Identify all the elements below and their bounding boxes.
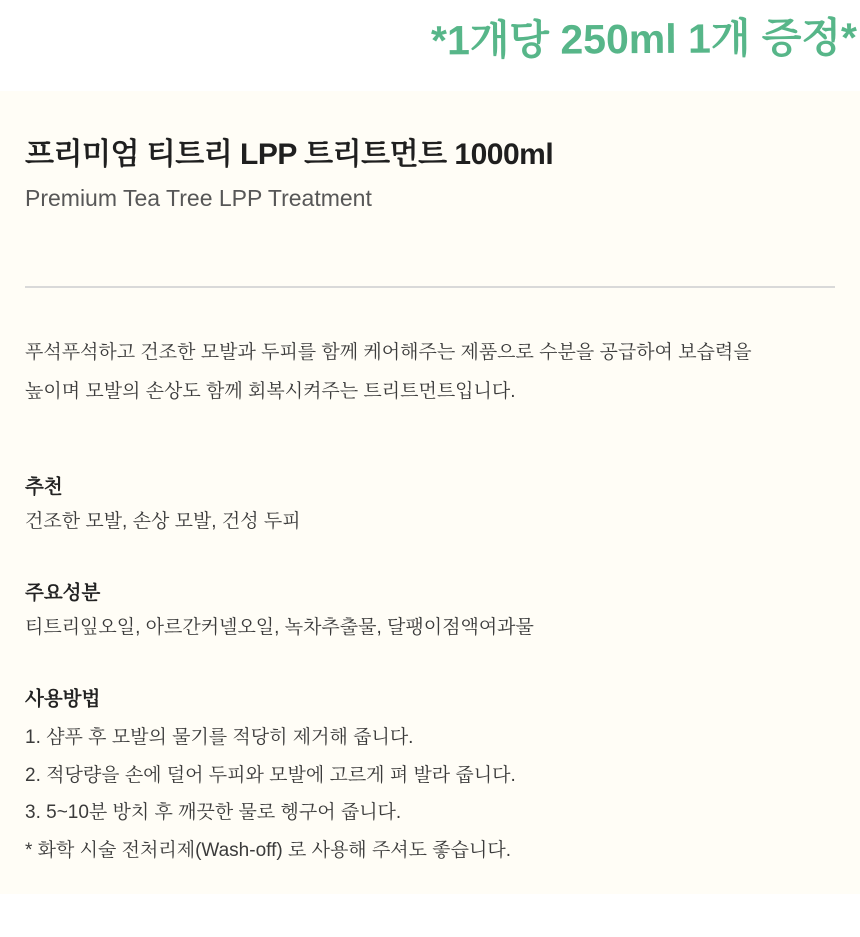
- promo-annotation: *1개당 250ml 1개 증정*: [430, 14, 858, 64]
- product-subtitle-en: Premium Tea Tree LPP Treatment: [25, 185, 372, 211]
- usage-step-2: 2. 적당량을 손에 덜어 두피와 모발에 고르게 펴 발라 줍니다.: [25, 764, 516, 786]
- description-line-1: 푸석푸석하고 건조한 모발과 두피를 함께 케어해주는 제품으로 수분을 공급하여 보습력을: [25, 342, 752, 363]
- description-line-2: 높이며 모발의 손상도 함께 회복시켜주는 트리트먼트입니다.: [25, 381, 516, 402]
- product-description: [25, 333, 835, 411]
- section-usage-heading: 사용방법: [25, 688, 101, 710]
- divider: [25, 286, 835, 288]
- usage-step-3: 3. 5~10분 방치 후 깨끗한 물로 헹구어 줍니다.: [25, 802, 402, 823]
- section-key-ingredients: [25, 579, 835, 643]
- section-usage: [25, 685, 835, 869]
- section-recommendation: [25, 473, 835, 537]
- usage-step-1: 1. 샴푸 후 모발의 물기를 적당히 제거해 줍니다.: [25, 727, 414, 748]
- product-title: 프리미엄 티트리 LPP 트리트먼트 1000ml: [25, 138, 554, 171]
- section-key-ingredients-heading: 주요성분: [25, 582, 101, 604]
- product-description-card: [0, 91, 860, 894]
- section-recommendation-body: 건조한 모발, 손상 모발, 건성 두피: [25, 511, 301, 532]
- section-usage-body: [25, 719, 835, 869]
- usage-note: * 화학 시술 전처리제(Wash-off) 로 사용해 주셔도 좋습니다.: [25, 839, 511, 861]
- section-key-ingredients-body: 티트리잎오일, 아르간커넬오일, 녹차추출물, 달팽이점액여과물: [25, 617, 534, 638]
- section-recommendation-heading: 추천: [25, 476, 63, 498]
